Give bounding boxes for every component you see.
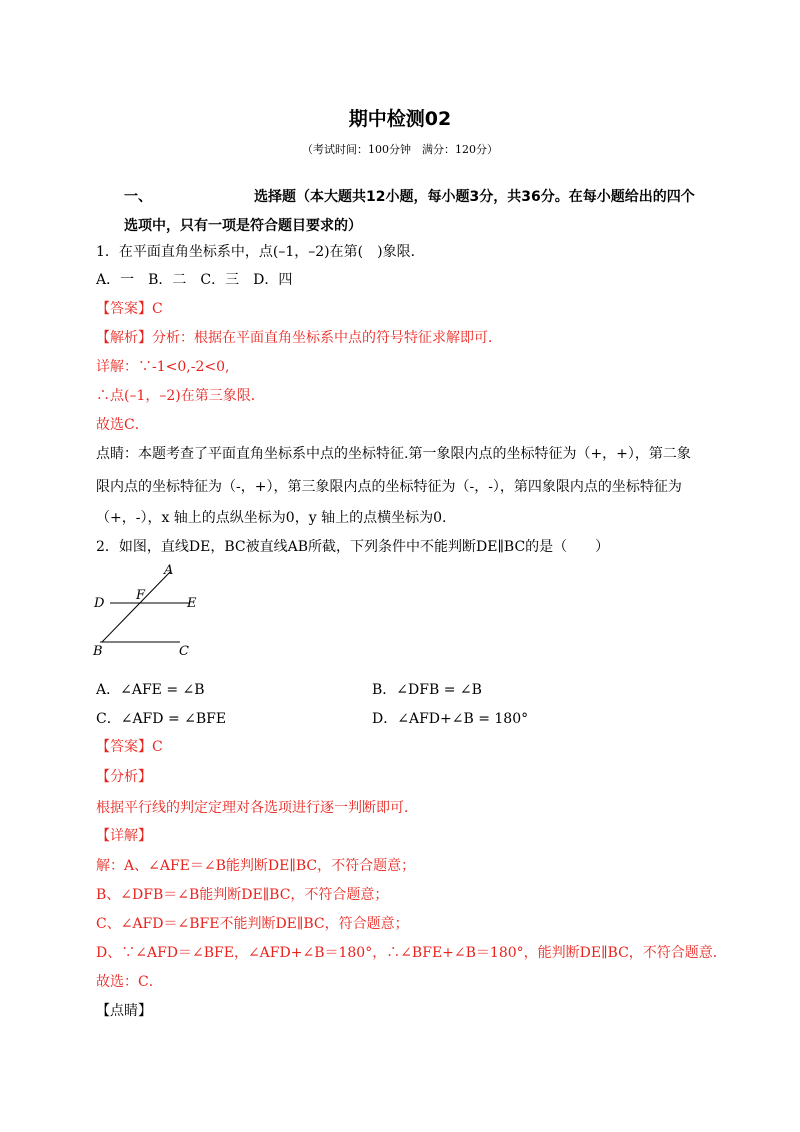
label-b: B	[93, 644, 103, 659]
label-d: D	[94, 596, 105, 611]
q2-figure	[88, 560, 208, 660]
label-f: F	[136, 588, 146, 603]
q2-answer: 【答案】C	[96, 739, 163, 755]
label-a: A	[164, 563, 174, 578]
q2-analysis-text: 根据平行线的判定定理对各选项进行逐一判断即可．	[96, 800, 418, 816]
page-title: 期中检测02	[348, 108, 452, 130]
q2-detail-head: 【详解】	[96, 828, 152, 844]
q2-choose: 故选：C．	[96, 974, 163, 990]
q1-stem: 1．在平面直角坐标系中，点(–1，–2)在第( )象限．	[96, 244, 425, 260]
q1-detail-1: 详解：∵-1<0,-2<0,	[96, 359, 230, 375]
q1-analysis-text: 分析：根据在平面直角坐标系中点的符号特征求解即可．	[152, 330, 502, 346]
label-c: C	[179, 644, 189, 659]
q1-comment-line1: 点睛：本题考查了平面直角坐标系中点的坐标特征.第一象限内点的坐标特征为（+，+），第二象	[96, 446, 691, 462]
q1-analysis	[96, 328, 502, 348]
q2-detail-1: 解：A、∠AFE＝∠B能判断DE∥BC，不符合题意；	[96, 858, 416, 874]
q2-option-d: D．∠AFD+∠B = 180°	[372, 711, 529, 727]
q1-options: A．一 B．二 C．三 D．四	[96, 272, 293, 288]
q2-analysis-head: 【分析】	[96, 769, 152, 785]
q2-option-a: A．∠AFE = ∠B	[96, 682, 205, 698]
q1-analysis-label: 【解析】	[96, 330, 152, 346]
section-number: 一、	[124, 189, 152, 205]
q1-comment-line3: （+，-），x 轴上的点纵坐标为0，y 轴上的点横坐标为0.	[96, 510, 447, 526]
q2-comment-head: 【点睛】	[96, 1003, 152, 1019]
line-ab	[102, 572, 170, 642]
section-heading-line2: 选项中，只有一项是符合题目要求的）	[124, 218, 362, 234]
q1-choose: 故选C．	[96, 417, 149, 433]
q2-detail-2: B、∠DFB＝∠B能判断DE∥BC，不符合题意；	[96, 887, 389, 903]
section-heading-line1: 选择题（本大题共12小题，每小题3分，共36分。在每小题给出的四个	[254, 189, 695, 205]
q2-stem: 2．如图，直线DE，BC被直线AB所截，下列条件中不能判断DE∥BC的是（ ）	[96, 539, 610, 555]
q2-option-c: C．∠AFD = ∠BFE	[96, 711, 227, 727]
label-e: E	[187, 596, 197, 611]
exam-info: （考试时间：100分钟 满分：120分）	[302, 143, 498, 156]
q1-answer: 【答案】C	[96, 301, 163, 317]
q2-option-b: B．∠DFB = ∠B	[372, 682, 482, 698]
q2-detail-3: C、∠AFD＝∠BFE不能判断DE∥BC，符合题意；	[96, 916, 409, 932]
q1-detail-2: ∴点(–1，–2)在第三象限．	[96, 388, 265, 404]
q2-detail-4: D、∵∠AFD＝∠BFE，∠AFD+∠B＝180°，∴∠BFE+∠B＝180°，能判断DE∥BC，不符合题意．	[96, 945, 727, 961]
q1-comment-line2: 限内点的坐标特征为（-，+），第三象限内点的坐标特征为（-，-），第四象限内点的坐标特征为	[96, 479, 682, 495]
